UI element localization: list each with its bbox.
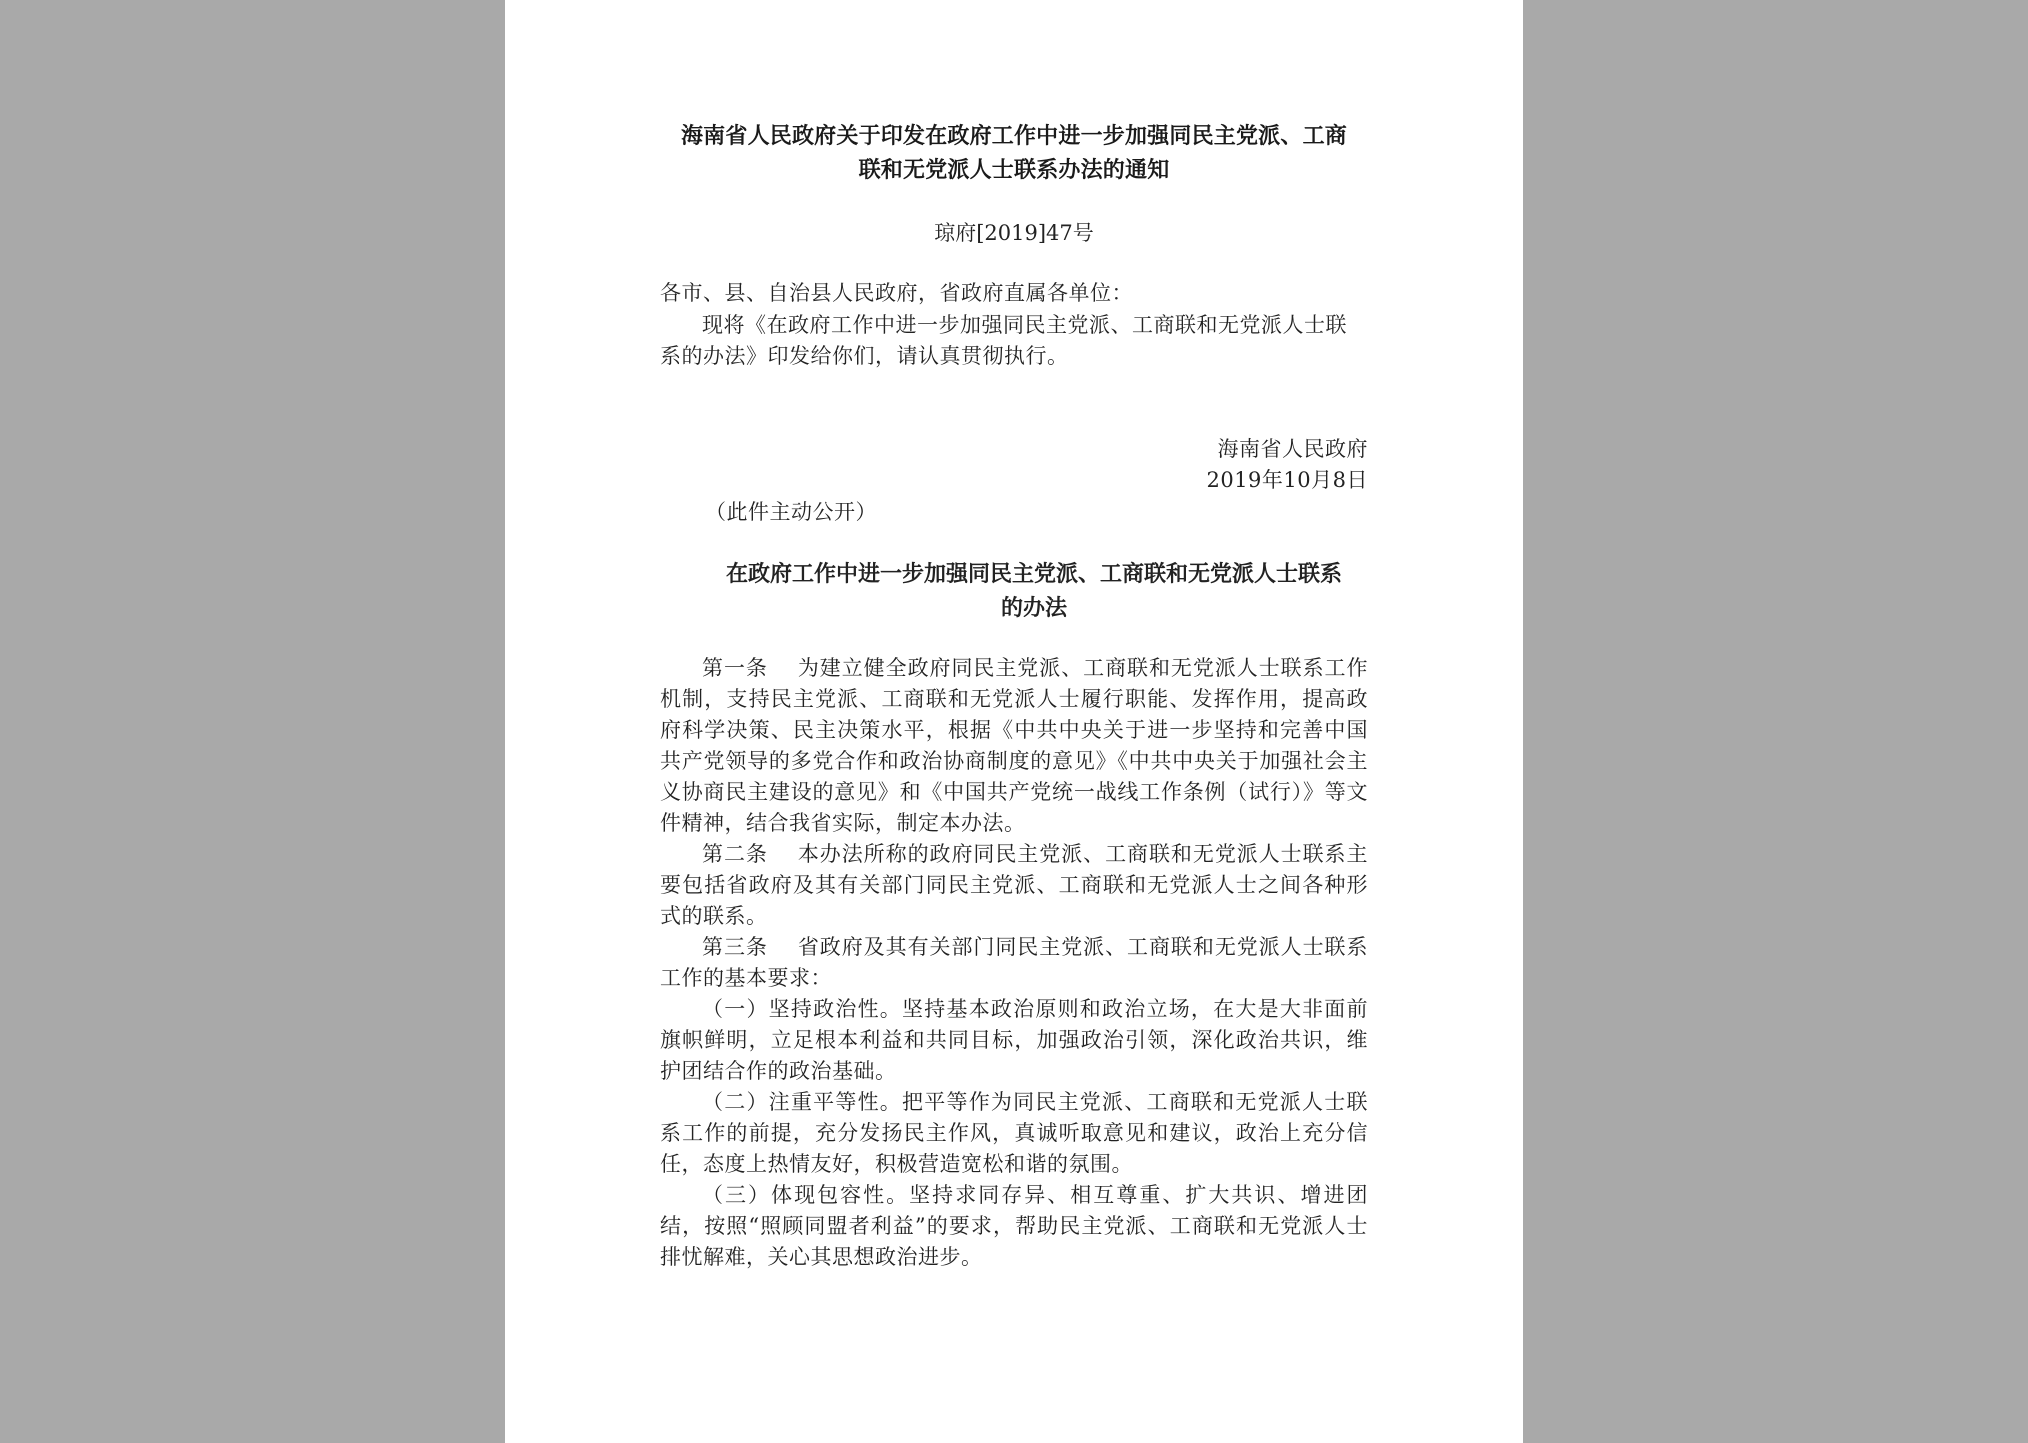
article-label: 第二条 (702, 842, 768, 866)
notice-title (660, 120, 1368, 188)
signer: 海南省人民政府 (1217, 437, 1368, 461)
article-label: 第一条 (702, 656, 768, 680)
measures-title-line-2: 的办法 (1000, 596, 1067, 621)
article-item-text: （二）注重平等性。把平等作为同民主党派、工商联和无党派人士联系工作的前提，充分发扬民主作风，真诚听取意见和建议，政治上充分信任，态度上热情友好，积极营造宽松和谐的氛围。 (660, 1090, 1368, 1176)
notice-title-line-2: 联和无党派人士联系办法的通知 (858, 158, 1170, 183)
article-text: 省政府及其有关部门同民主党派、工商联和无党派人士联系工作的基本要求： (660, 935, 1369, 990)
notice-title-line-1: 海南省人民政府关于印发在政府工作中进一步加强同民主党派、工商 (680, 124, 1347, 149)
articles-body (660, 653, 1368, 1273)
article-item-paragraph (660, 994, 1368, 1087)
article-item-text: （三）体现包容性。坚持求同存异、相互尊重、扩大共识、增进团结，按照“照顾同盟者利益”的要求，帮助民主党派、工商联和无党派人士排忧解难，关心其思想政治进步。 (660, 1183, 1368, 1269)
article-paragraph (660, 839, 1368, 932)
article-text: 为建立健全政府同民主党派、工商联和无党派人士联系工作机制，支持民主党派、工商联和无党派人士履行职能、发挥作用，提高政府科学决策、民主决策水平，根据《中共中央关于进一步坚持和完善中国共产党领导的多党合作和政治协商制度的意见》《中共中央关于加强社会主义协商民主建设的意见》和《中国共产党统一战线工作条例（试行）》等文件精神，结合我省实际，制定本办法。 (660, 656, 1369, 835)
addressee: 各市、县、自治县人民政府，省政府直属各单位： (660, 281, 1133, 305)
article-paragraph (660, 932, 1368, 994)
measures-title (660, 558, 1368, 626)
article-item-paragraph (660, 1087, 1368, 1180)
article-item-paragraph (660, 1180, 1368, 1273)
document-number: 琼府[2019]47号 (934, 221, 1094, 245)
document-page (505, 0, 1523, 1443)
sign-date: 2019年10月8日 (1206, 468, 1368, 492)
public-note: （此件主动公开） (705, 500, 877, 524)
article-item-text: （一）坚持政治性。坚持基本政治原则和政治立场，在大是大非面前旗帜鲜明，立足根本利益和共同目标，加强政治引领，深化政治共识，维护团结合作的政治基础。 (660, 997, 1368, 1083)
article-label: 第三条 (702, 935, 768, 959)
measures-title-line-1: 在政府工作中进一步加强同民主党派、工商联和无党派人士联系 (725, 562, 1342, 587)
intro-paragraph: 现将《在政府工作中进一步加强同民主党派、工商联和无党派人士联系的办法》印发给你们，请认真贯彻执行。 (660, 313, 1347, 368)
article-paragraph (660, 653, 1368, 839)
article-text: 本办法所称的政府同民主党派、工商联和无党派人士联系主要包括省政府及其有关部门同民主党派、工商联和无党派人士之间各种形式的联系。 (660, 842, 1369, 928)
